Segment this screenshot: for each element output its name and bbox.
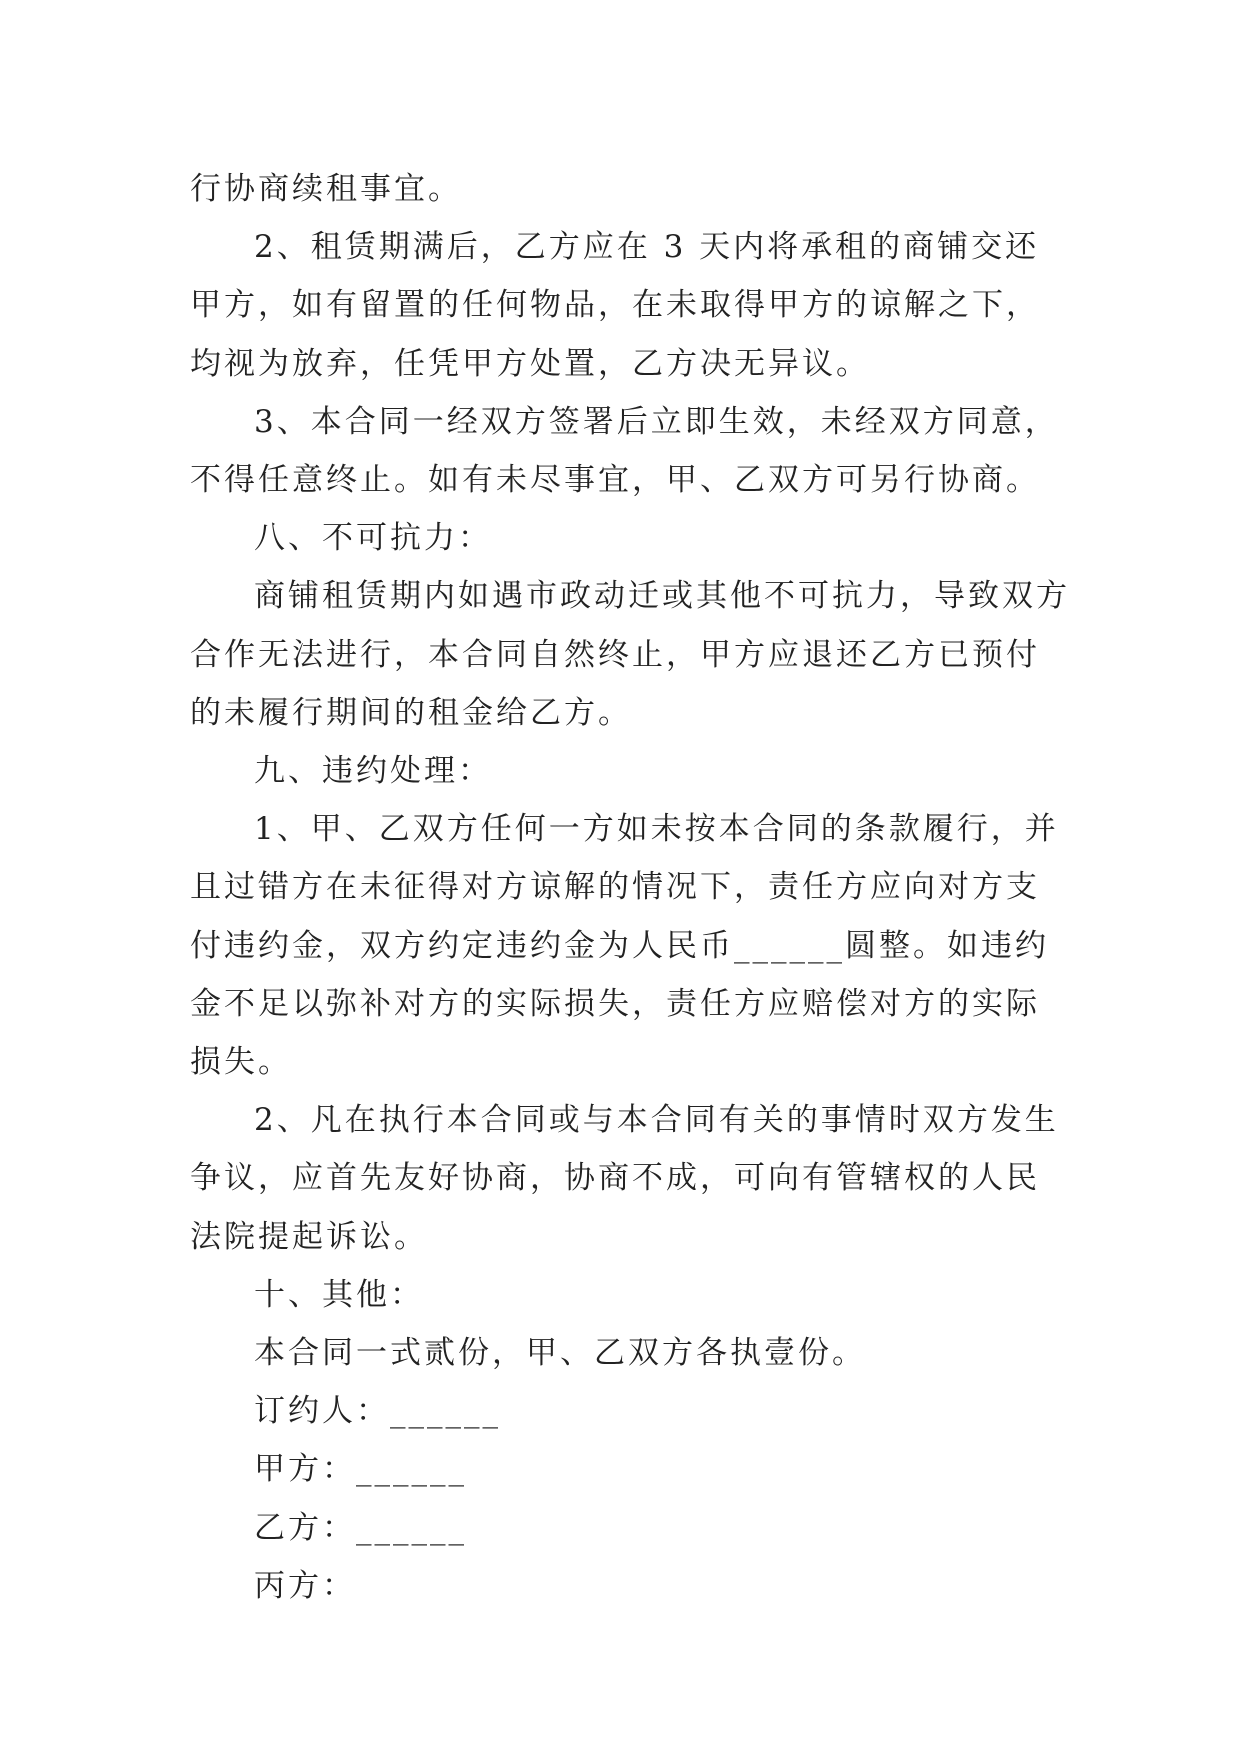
signature-line-party-b: 乙方：______ bbox=[254, 1509, 467, 1546]
signature-line-party-c: 丙方： bbox=[254, 1567, 356, 1604]
signature-line-signatory: 订约人：______ bbox=[254, 1393, 501, 1430]
contract-body bbox=[190, 160, 1070, 1615]
signature-line-party-a: 甲方：______ bbox=[254, 1451, 467, 1488]
paragraph-clause-10: 本合同一式贰份，甲、乙双方各执壹份。 bbox=[254, 1335, 866, 1372]
paragraph-renewal-continued: 行协商续租事宜。 bbox=[190, 171, 462, 207]
section-heading-other: 十、其他： bbox=[254, 1276, 424, 1313]
section-heading-breach: 九、违约处理： bbox=[254, 753, 492, 790]
section-heading-force-majeure: 八、不可抗力： bbox=[254, 520, 492, 557]
paragraph-clause-7-3: 3、本合同一经双方签署后立即生效，未经双方同意，不得任意终止。如有未尽事宜，甲、乙双方可另行协商。 bbox=[190, 403, 1059, 499]
paragraph-clause-9-2: 2、凡在执行本合同或与本合同有关的事情时双方发生争议，应首先友好协商，协商不成，可向有管辖权的人民法院提起诉讼。 bbox=[190, 1102, 1059, 1255]
paragraph-clause-7-2: 2、租赁期满后，乙方应在 3 天内将承租的商铺交还甲方，如有留置的任何物品，在未取得甲方的谅解之下，均视为放弃，任凭甲方处置，乙方决无异议。 bbox=[190, 229, 1040, 382]
paragraph-clause-9-1: 1、甲、乙双方任何一方如未按本合同的条款履行，并且过错方在未征得对方谅解的情况下，责任方应向对方支付违约金，双方约定违约金为人民币______圆整。如违约金不足以弥补对方的实际损失，责任方应赔偿对方的实际损失。 bbox=[190, 811, 1059, 1081]
paragraph-clause-8: 商铺租赁期内如遇市政动迁或其他不可抗力，导致双方合作无法进行，本合同自然终止，甲方应退还乙方已预付的未履行期间的租金给乙方。 bbox=[190, 578, 1070, 731]
